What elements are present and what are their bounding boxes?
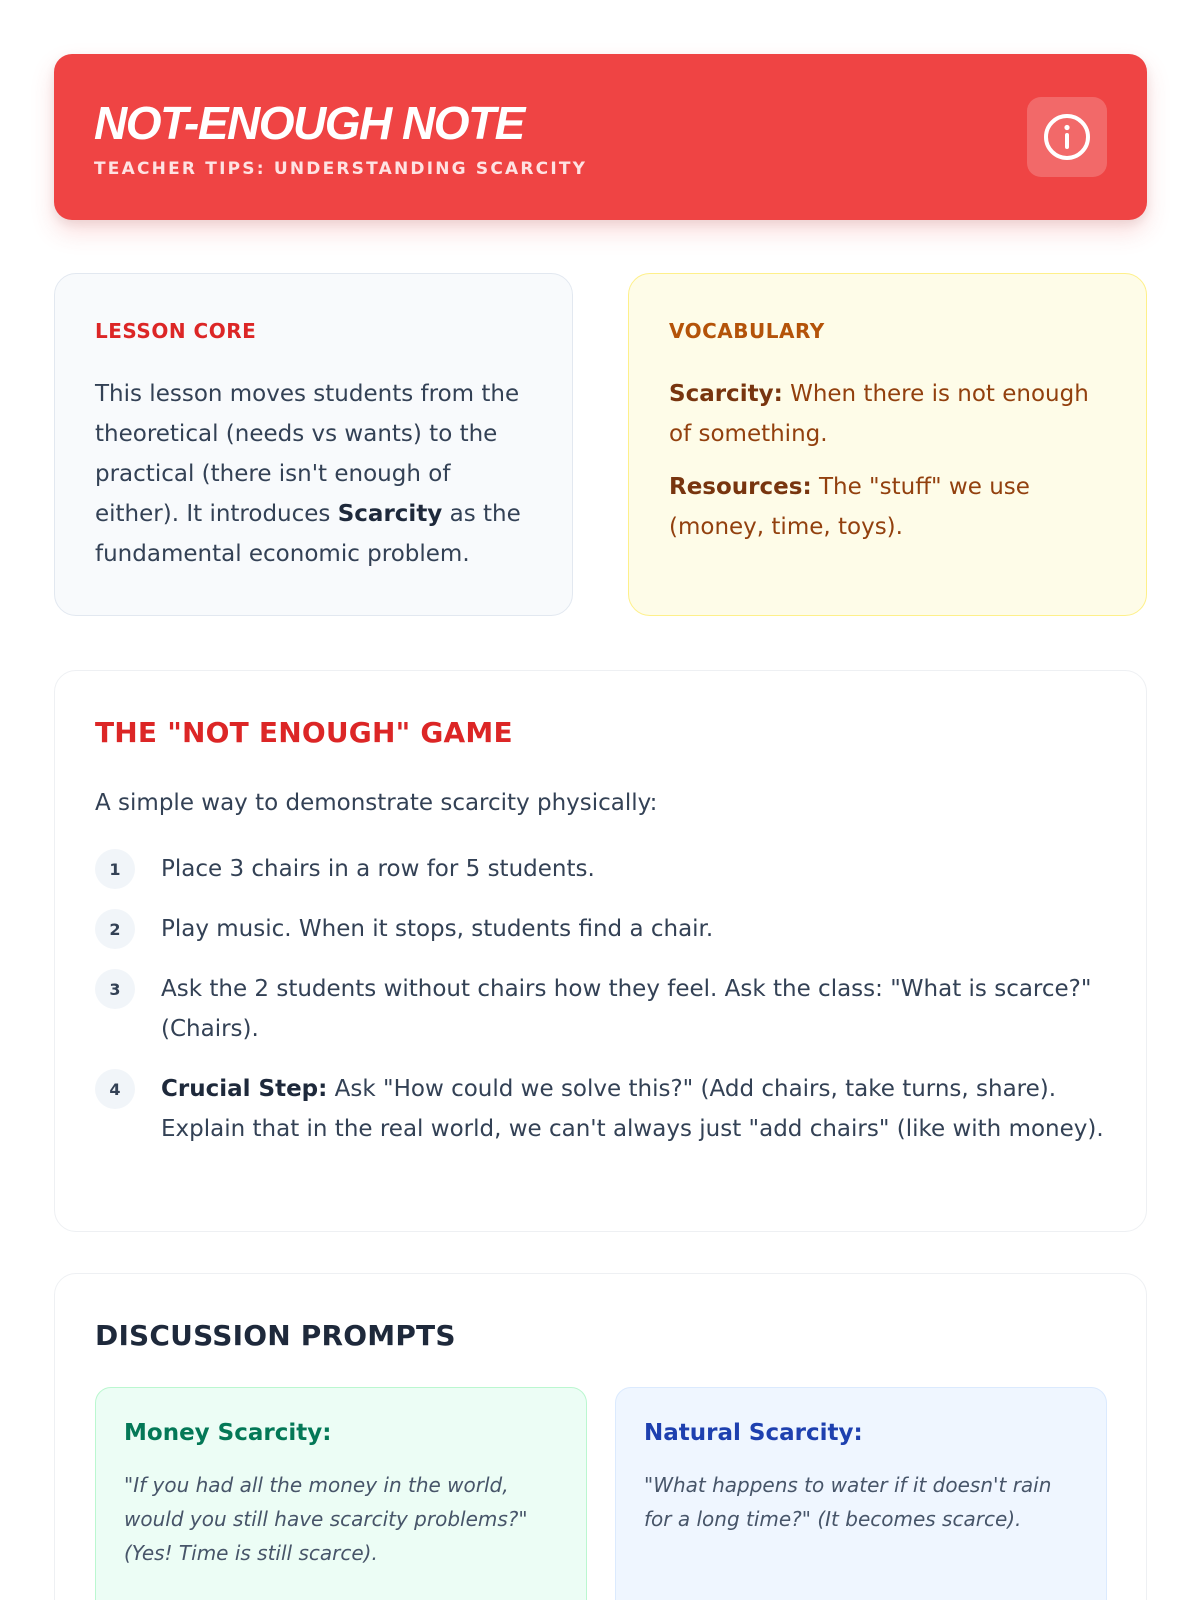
step-text	[161, 969, 1105, 1049]
step-number-badge: 1	[95, 849, 135, 889]
game-intro: A simple way to demonstrate scarcity physically:	[95, 790, 658, 816]
natural-scarcity-prompt	[615, 1387, 1107, 1600]
lesson-core-text-part: as the fundamental economic problem.	[95, 501, 521, 567]
not-enough-game-card	[54, 670, 1147, 1232]
step-number-badge: 4	[95, 1069, 135, 1109]
lesson-core-bold-term: Scarcity	[337, 501, 443, 527]
step-text	[161, 849, 1105, 889]
step-text-body: Ask "How could we solve this?" (Add chairs, take turns, share). Explain that in the real world, we can't always just "add chairs" (like with money).	[161, 1076, 1104, 1142]
vocab-term: Scarcity:	[669, 381, 783, 407]
prompt-body: "If you had all the money in the world, would you still have scarcity problems?" (Yes! Time is still scarce).	[124, 1473, 528, 1565]
lesson-core-text-part: This lesson moves students from the theoretical (needs vs wants) to the practical (there isn't enough of either). It introduces	[95, 381, 520, 527]
step-number-badge: 3	[95, 969, 135, 1009]
vocab-definition: When there is not enough of something.	[669, 381, 1089, 447]
page-subtitle: TEACHER TIPS: UNDERSTANDING SCARCITY	[94, 159, 588, 179]
step-text-body: Place 3 chairs in a row for 5 students.	[161, 856, 595, 882]
vocab-item-resources	[669, 467, 1114, 547]
prompt-body: "What happens to water if it doesn't rain for a long time?" (It becomes scarce).	[644, 1473, 1052, 1531]
info-icon	[1042, 112, 1092, 162]
page-title: NOT-ENOUGH NOTE	[94, 97, 524, 149]
discussion-card	[54, 1273, 1147, 1600]
vocab-item-scarcity	[669, 374, 1114, 454]
step-text	[161, 1069, 1105, 1149]
header-banner	[54, 54, 1147, 220]
step-number-badge: 2	[95, 909, 135, 949]
money-scarcity-prompt	[95, 1387, 587, 1600]
vocabulary-card	[628, 273, 1147, 616]
lesson-core-card	[54, 273, 573, 616]
discussion-title: DISCUSSION PROMPTS	[95, 1319, 456, 1352]
step-text-body: Ask the 2 students without chairs how they feel. Ask the class: "What is scarce?" (Chairs).	[161, 976, 1092, 1042]
info-button[interactable]	[1027, 97, 1107, 177]
lesson-core-text	[95, 374, 540, 574]
step-text-body: Play music. When it stops, students find a chair.	[161, 916, 714, 942]
vocab-term: Resources:	[669, 474, 812, 500]
vocabulary-label: VOCABULARY	[669, 319, 825, 343]
lesson-core-label: LESSON CORE	[95, 319, 257, 343]
game-title: THE "NOT ENOUGH" GAME	[95, 716, 513, 749]
step-text	[161, 909, 1105, 949]
step-bold-label: Crucial Step:	[161, 1076, 328, 1102]
prompt-heading: Money Scarcity:	[124, 1420, 332, 1446]
prompt-heading: Natural Scarcity:	[644, 1420, 863, 1446]
vocab-definition: The "stuff" we use (money, time, toys).	[669, 474, 1030, 540]
